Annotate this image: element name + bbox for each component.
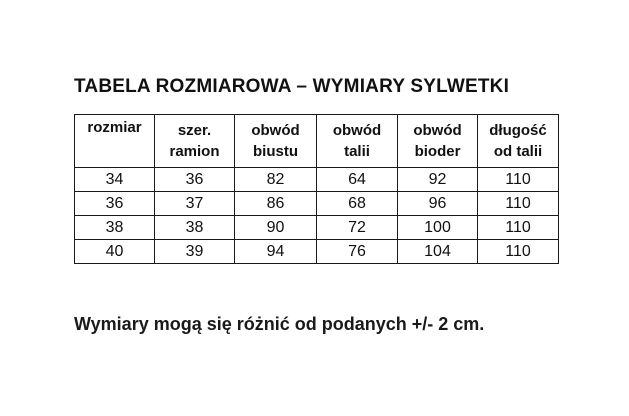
header-hips (398, 115, 478, 168)
header-bust (235, 115, 317, 168)
header-line: długość (489, 122, 547, 139)
header-line: biustu (253, 143, 298, 160)
table-cell: 86 (235, 192, 317, 216)
table-row (75, 192, 559, 216)
table-cell: 76 (317, 240, 398, 264)
table-cell: 34 (75, 168, 155, 192)
header-line: talii (344, 143, 370, 160)
header-line: ramion (169, 143, 220, 160)
table-cell: 110 (478, 240, 559, 264)
header-row (75, 115, 559, 168)
header-shoulder-width (155, 115, 235, 168)
table-row (75, 240, 559, 264)
table-cell: 36 (75, 192, 155, 216)
header-line: obwód (332, 122, 382, 139)
table-cell: 37 (155, 192, 235, 216)
table-cell: 104 (398, 240, 478, 264)
header-size (75, 115, 155, 168)
header-line: bioder (414, 143, 461, 160)
table-cell: 94 (235, 240, 317, 264)
table-cell: 96 (398, 192, 478, 216)
table-cell: 100 (398, 216, 478, 240)
header-waist (317, 115, 398, 168)
header-length (478, 115, 559, 168)
table-row (75, 216, 559, 240)
header-line: szer. (177, 122, 212, 139)
table-cell: 68 (317, 192, 398, 216)
table-cell: 36 (155, 168, 235, 192)
header-line: od talii (493, 143, 543, 160)
size-table (74, 114, 559, 264)
table-cell: 38 (75, 216, 155, 240)
tolerance-note: Wymiary mogą się różnić od podanych +/- 2 cm. (74, 314, 485, 334)
header-line: obwód (251, 122, 300, 139)
table-cell: 64 (317, 168, 398, 192)
table-cell: 82 (235, 168, 317, 192)
table-row (75, 168, 559, 192)
header-line: rozmiar (87, 119, 142, 136)
table-cell: 92 (398, 168, 478, 192)
table-body (75, 168, 559, 264)
table-header (75, 115, 559, 168)
table-cell: 110 (478, 168, 559, 192)
table-cell: 72 (317, 216, 398, 240)
table-cell: 38 (155, 216, 235, 240)
header-line: obwód (413, 122, 462, 139)
table-cell: 40 (75, 240, 155, 264)
page-title: TABELA ROZMIAROWA – WYMIARY SYLWETKI (74, 76, 510, 97)
table-cell: 110 (478, 216, 559, 240)
table-cell: 110 (478, 192, 559, 216)
table-cell: 90 (235, 216, 317, 240)
table-cell: 39 (155, 240, 235, 264)
